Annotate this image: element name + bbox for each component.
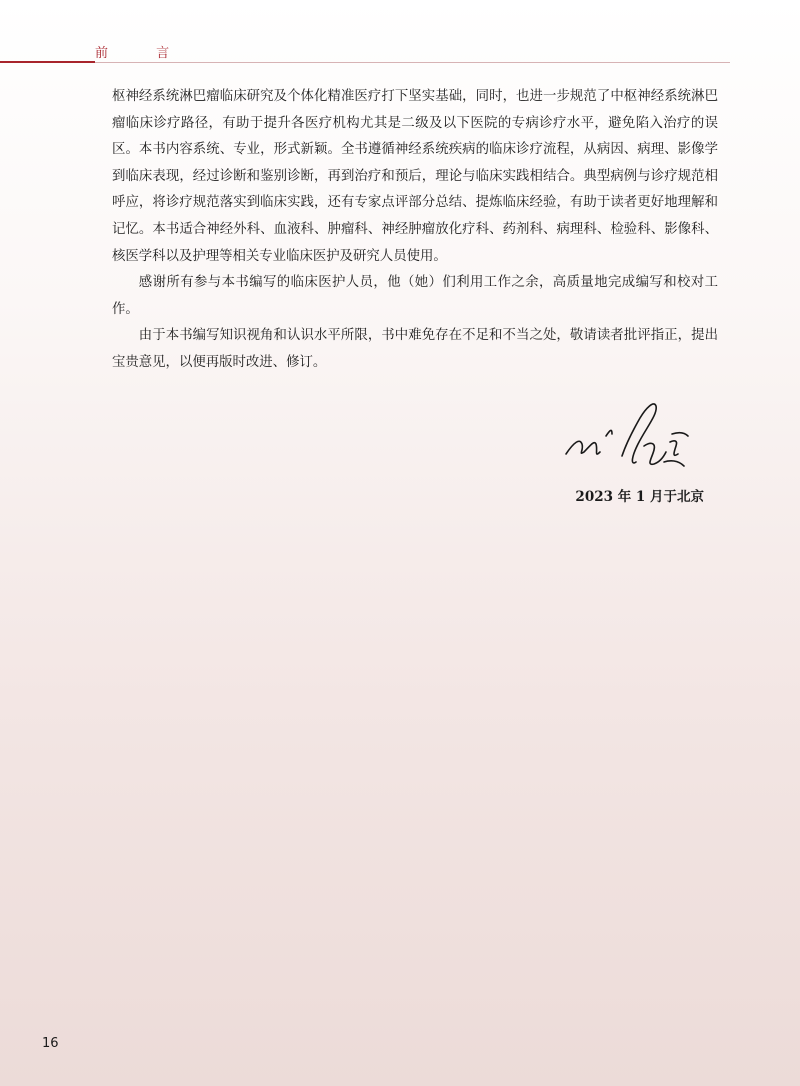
- preface-body: [112, 84, 718, 377]
- paragraph-closing: 由于本书编写知识视角和认识水平所限，书中难免存在不足和不当之处，敬请读者批评指正，提出宝贵意见，以便再版时改进、修订。: [112, 328, 718, 370]
- paragraph-continued: 枢神经系统淋巴瘤临床研究及个体化精准医疗打下坚实基础，同时，也进一步规范了中枢神经系统淋巴瘤临床诊疗路径，有助于提升各医疗机构尤其是二级及以下医院的专病诊疗水平，避免陷入治疗的误区。本书内容系统、专业，形式新颖。全书遵循神经系统疾病的临床诊疗流程，从病因、病理、影像学到临床表现，经过诊断和鉴别诊断，再到治疗和预后，理论与临床实践相结合。典型病例与诊疗规范相呼应，将诊疗规范落实到临床实践，还有专家点评部分总结、提炼临床经验，有助于读者更好地理解和记忆。本书适合神经外科、血液科、肿瘤科、神经肿瘤放化疗科、药剂科、病理科、检验科、影像科、核医学科以及护理等相关专业临床医护及研究人员使用。: [112, 89, 718, 264]
- header-divider: [0, 62, 730, 63]
- page-header-title: 前 言: [95, 46, 192, 61]
- paragraph-acknowledgement: 感谢所有参与本书编写的临床医护人员，他（她）们利用工作之余，高质量地完成编写和校对工作。: [112, 275, 718, 317]
- header-divider-accent: [0, 61, 95, 63]
- page-number: 16: [42, 1036, 59, 1051]
- preface-date: 2023 年 1 月于北京: [575, 489, 704, 505]
- handwritten-signature: [560, 396, 695, 478]
